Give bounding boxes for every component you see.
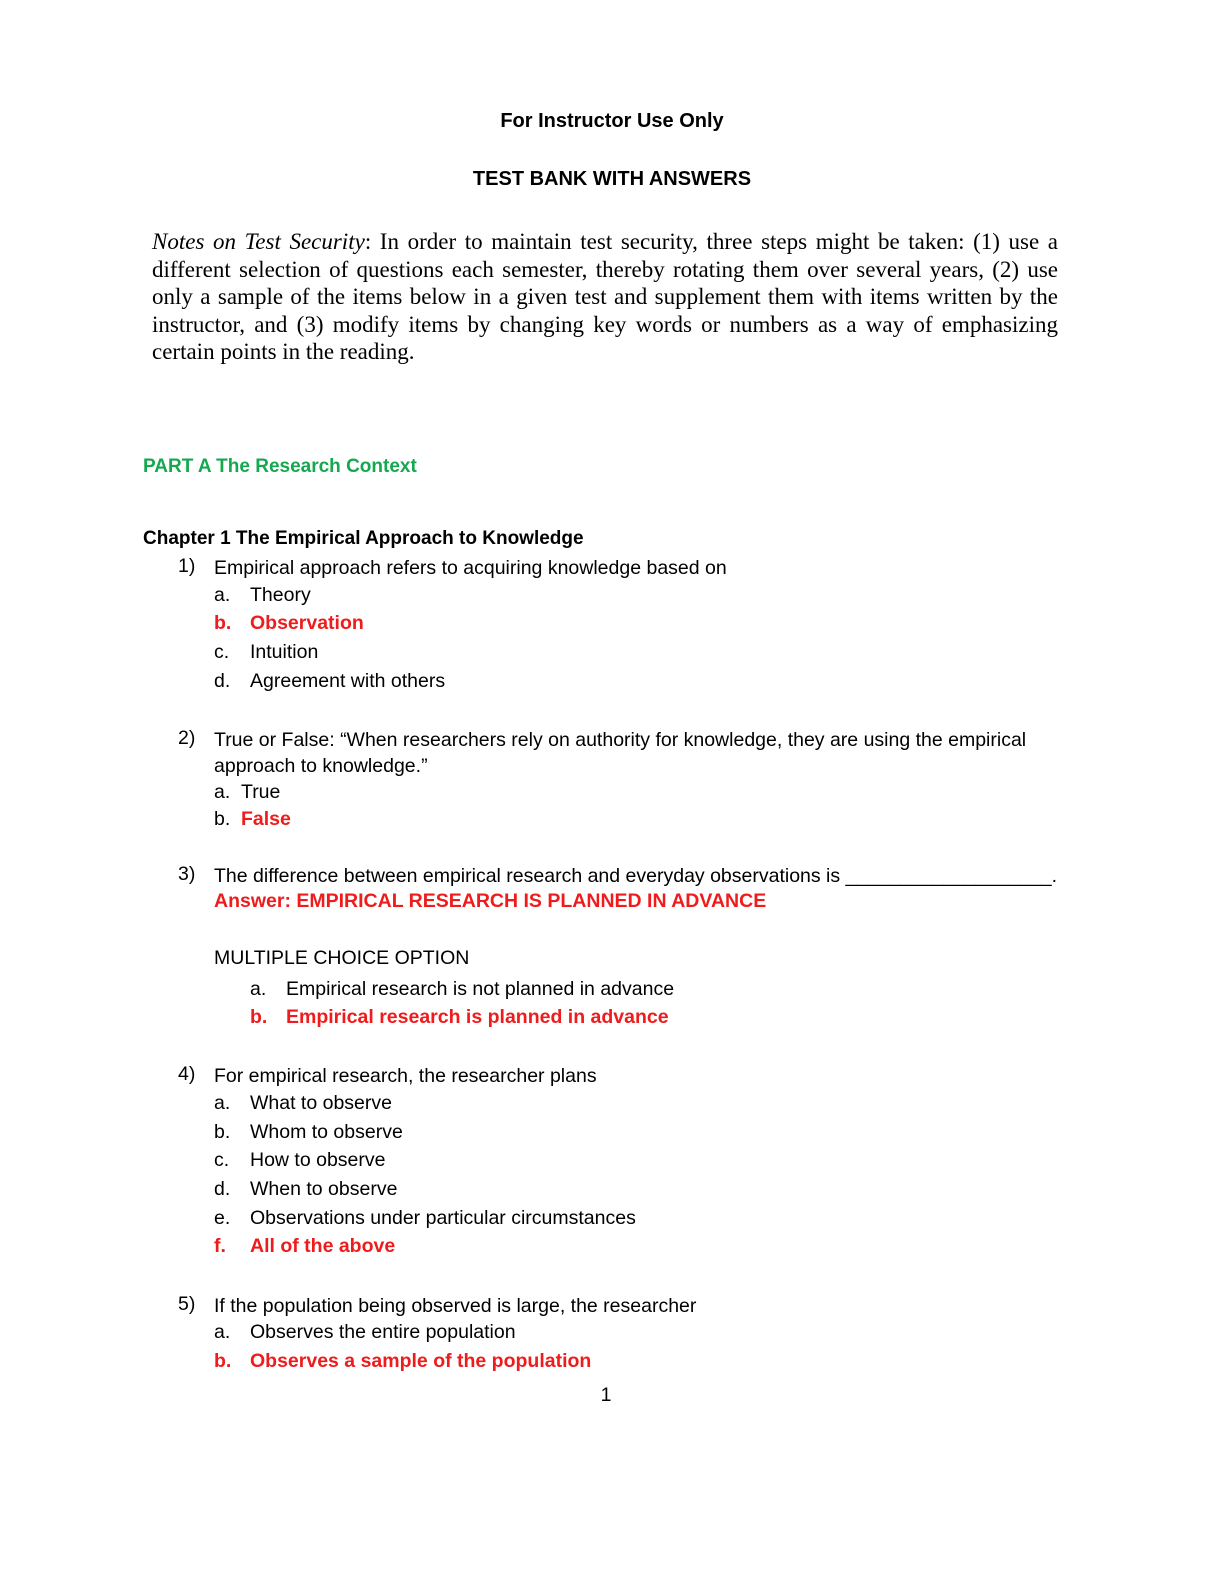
option-letter: c. (214, 641, 230, 663)
option-text: What to observe (250, 1092, 392, 1114)
option-letter: e. (214, 1207, 231, 1229)
option-text: Intuition (250, 641, 319, 663)
question-number: 3) (178, 863, 196, 885)
option-letter: c. (214, 1149, 230, 1171)
option-text: True (241, 781, 281, 803)
notes-lead: Notes on Test Security (152, 229, 365, 254)
chapter-heading: Chapter 1 The Empirical Approach to Knowledge (143, 528, 584, 549)
option-letter: f. (214, 1235, 226, 1257)
option-letter: a. (250, 978, 267, 1000)
option-text: Observes the entire population (250, 1321, 516, 1343)
answer-text: Answer: EMPIRICAL RESEARCH IS PLANNED IN ADVANCE (214, 890, 767, 912)
option-letter: a. (214, 1321, 231, 1343)
question-text: Empirical approach refers to acquiring knowledge based on (214, 557, 727, 579)
question-text: True or False: “When researchers rely on authority for knowledge, they are using the empirical approach to knowledge.” (214, 729, 1027, 777)
option-letter: a. (214, 1092, 231, 1114)
option-letter: b. (214, 808, 231, 830)
test-bank-heading: TEST BANK WITH ANSWERS (472, 168, 752, 190)
part-heading: PART A The Research Context (143, 456, 417, 477)
question-number: 2) (178, 727, 196, 749)
option-text: Agreement with others (250, 670, 446, 692)
option-text: Observes a sample of the population (250, 1350, 592, 1372)
option-letter: b. (214, 1121, 231, 1143)
option-letter: d. (214, 670, 231, 692)
option-letter: b. (214, 1350, 232, 1372)
question-text: The difference between empirical research and everyday observations is ___________________. (214, 865, 1058, 887)
question-number: 4) (178, 1063, 196, 1085)
option-letter: a. (214, 584, 231, 606)
option-letter: b. (214, 612, 232, 634)
option-text: All of the above (250, 1235, 396, 1257)
option-text: Theory (250, 584, 311, 606)
option-text: Empirical research is not planned in advance (286, 978, 675, 1000)
option-text: Empirical research is planned in advance (286, 1006, 669, 1028)
question-text: For empirical research, the researcher plans (214, 1065, 597, 1087)
instructor-use-heading: For Instructor Use Only (500, 110, 724, 132)
option-letter: a. (214, 781, 231, 803)
option-text: Whom to observe (250, 1121, 403, 1143)
notes-body: : In order to maintain test security, three steps might be taken: (1) use a different selection of questions each semester, thereby rotating them over several years, (2) use only a sample of the items below in a given test and supplement them with items written by the instructor, and (3) modify items by changing key words or numbers as a way of emphasizing certain points in the reading. (152, 229, 1058, 364)
option-letter: d. (214, 1178, 231, 1200)
question-number: 1) (178, 555, 196, 577)
option-text: Observations under particular circumstances (250, 1207, 636, 1229)
option-text: False (241, 808, 291, 830)
multiple-choice-label: MULTIPLE CHOICE OPTION (214, 947, 470, 969)
question-number: 5) (178, 1293, 196, 1315)
option-letter: b. (250, 1006, 268, 1028)
option-text: When to observe (250, 1178, 398, 1200)
option-text: How to observe (250, 1149, 386, 1171)
option-text: Observation (250, 612, 364, 634)
page-number: 1 (600, 1384, 612, 1406)
question-text: If the population being observed is large, the researcher (214, 1295, 697, 1317)
test-security-notes (152, 228, 1058, 366)
